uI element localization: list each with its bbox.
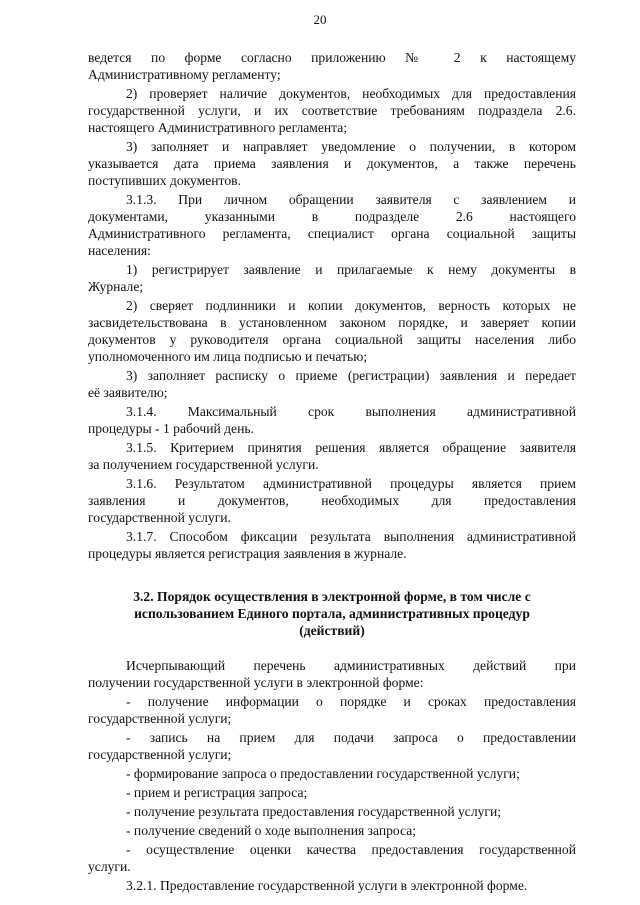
text-line: 3.1.7. Способом фиксации результата выполнения административной	[126, 529, 576, 544]
text-line: 1) регистрирует заявление и прилагаемые к нему документы в	[126, 262, 576, 277]
text-line: заявления и документов, необходимых для предоставления	[88, 493, 576, 508]
text-line: 3.1.4. Максимальный срок выполнения административной	[126, 404, 576, 419]
text-line: 2) сверяет подлинники и копии документов, верность которых не	[126, 298, 576, 313]
text-line: 2) проверяет наличие документов, необходимых для предоставления	[126, 86, 576, 101]
text-line: указывается дата приема заявления и документов, а также перечень	[88, 156, 576, 171]
text-line: 3.1.6. Результатом административной процедуры является прием	[126, 476, 576, 491]
section-heading: (действий)	[299, 623, 365, 638]
list-item: - получение информации о порядке и сроках предоставления	[126, 694, 576, 709]
text-line: Административному регламенту;	[88, 67, 281, 82]
section-heading: 3.2. Порядок осуществления в электронной форме, в том числе с	[133, 589, 531, 604]
list-item: - получение сведений о ходе выполнения запроса;	[126, 823, 417, 838]
text-line: её заявителю;	[88, 385, 168, 400]
list-item: услуги.	[88, 859, 131, 874]
list-item: - осуществление оценки качества предоставления государственной	[126, 842, 576, 857]
text-line: 3.1.3. При личном обращении заявителя с заявлением и	[126, 192, 576, 207]
text-line: 3) заполняет и направляет уведомление о получении, в котором	[126, 139, 576, 154]
text-line: государственной услуги.	[88, 510, 231, 525]
text-line: процедуры - 1 рабочий день.	[88, 421, 254, 436]
list-item: - получение результата предоставления государственной услуги;	[126, 804, 502, 819]
text-line: уполномоченного им лица подписью и печатью;	[88, 349, 368, 364]
list-item: - формирование запроса о предоставлении государственной услуги;	[126, 766, 520, 781]
text-line: Журнале;	[88, 279, 144, 294]
text-line: документов у руководителя органа социальной защиты населения либо	[88, 332, 576, 347]
text-line: получении государственной услуги в электронной форме:	[88, 675, 424, 690]
list-item: - запись на прием для подачи запроса о предоставлении	[126, 730, 576, 745]
text-line: настоящего Административного регламента;	[88, 120, 348, 135]
list-item: - прием и регистрация запроса;	[126, 785, 308, 800]
text-line: населения:	[88, 243, 151, 258]
text-line: засвидетельствована в установленном законом порядке, и заверяет копии	[88, 315, 576, 330]
text-line: государственной услуги, и их соответствие требованиям подраздела 2.6.	[88, 103, 576, 118]
section-heading: использованием Единого портала, административных процедур	[134, 606, 530, 621]
page-number: 20	[313, 12, 327, 27]
text-line: 3.2.1. Предоставление государственной услуги в электронной форме.	[126, 878, 528, 893]
text-line: 3.1.5. Критерием принятия решения является обращение заявителя	[126, 440, 576, 455]
text-line: 3) заполняет расписку о приеме (регистрации) заявления и передает	[126, 368, 576, 383]
text-line: ведется по форме согласно приложению № 2 к настоящему	[88, 50, 576, 65]
text-line: процедуры является регистрация заявления в журнале.	[88, 546, 407, 561]
list-item: государственной услуги;	[88, 711, 232, 726]
text-line: документами, указанными в подразделе 2.6 настоящего	[88, 209, 576, 224]
text-line: за получением государственной услуги.	[88, 457, 319, 472]
text-line: Исчерпывающий перечень административных действий при	[126, 658, 576, 673]
text-line: Административного регламента, специалист органа социальной защиты	[88, 226, 576, 241]
list-item: государственной услуги;	[88, 747, 232, 762]
text-line: поступивших документов.	[88, 173, 241, 188]
